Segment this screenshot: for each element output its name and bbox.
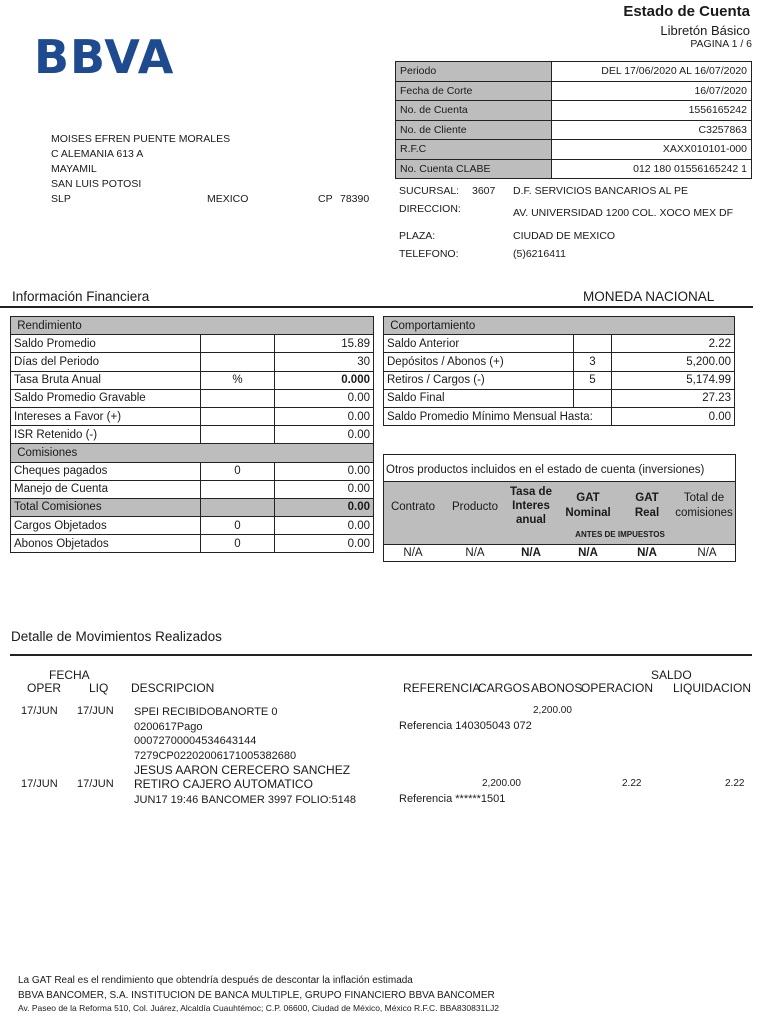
comportamiento-header: Comportamiento bbox=[384, 317, 735, 335]
info-row bbox=[396, 62, 752, 82]
footer-bank-name: BBVA BANCOMER, S.A. INSTITUCION DE BANCA MULTIPLE, GRUPO FINANCIERO BBVA BANCOMER bbox=[18, 990, 495, 1001]
val-producto: N/A bbox=[465, 547, 485, 559]
bbva-logo: BBVA bbox=[34, 30, 175, 84]
val-contrato: N/A bbox=[403, 547, 423, 559]
mov2-saldo-operacion: 2.22 bbox=[622, 778, 642, 789]
col-liquidacion: LIQUIDACION bbox=[673, 681, 752, 695]
info-label: Periodo bbox=[396, 62, 552, 82]
fin-row: Días del Periodo 30 bbox=[11, 353, 374, 371]
customer-name: MOISES EFREN PUENTE MORALES bbox=[51, 133, 231, 145]
mov2-saldo-liquidacion: 2.22 bbox=[725, 778, 745, 789]
sucursal-number: 3607 bbox=[472, 185, 496, 197]
account-type: Libretón Básico bbox=[660, 23, 750, 38]
info-label: Fecha de Corte bbox=[396, 81, 552, 101]
col-abonos: ABONOS bbox=[531, 681, 583, 695]
col-descripcion: DESCRIPCION bbox=[131, 681, 215, 695]
col-tasa: Tasa de Interes anual bbox=[510, 486, 552, 526]
fin-row: Cheques pagados 0 0.00 bbox=[11, 462, 374, 480]
mov1-liq: 17/JUN bbox=[77, 705, 114, 717]
val-total-comisiones: N/A bbox=[697, 547, 717, 559]
col-contrato: Contrato bbox=[390, 501, 436, 513]
mov2-referencia: Referencia ******1501 bbox=[399, 793, 506, 805]
col-oper: OPER bbox=[27, 681, 62, 695]
customer-cp: 78390 bbox=[340, 193, 370, 205]
comisiones-header: Comisiones bbox=[11, 444, 374, 462]
fin-row: Saldo Promedio 15.89 bbox=[11, 335, 374, 353]
fin-row: ISR Retenido (-) 0.00 bbox=[11, 426, 374, 444]
fin-row: Tasa Bruta Anual % 0.000 bbox=[11, 371, 374, 389]
fin-row: Intereses a Favor (+) 0.00 bbox=[11, 407, 374, 425]
plaza-label: PLAZA: bbox=[399, 230, 436, 242]
customer-state: SLP bbox=[51, 193, 71, 205]
mov1-referencia: Referencia 140305043 072 bbox=[399, 720, 532, 732]
direccion-value: AV. UNIVERSIDAD 1200 COL. XOCO MEX DF bbox=[513, 207, 733, 219]
fin-row: Depósitos / Abonos (+) 3 5,200.00 bbox=[384, 353, 735, 371]
mov2-cargo: 2,200.00 bbox=[482, 778, 521, 789]
info-value: C3257863 bbox=[552, 120, 752, 140]
fin-row: Saldo Final 27.23 bbox=[384, 389, 735, 407]
col-fecha: FECHA bbox=[49, 668, 90, 682]
statement-title: Estado de Cuenta bbox=[623, 3, 750, 20]
account-info-table bbox=[395, 61, 752, 179]
fin-row: Abonos Objetados 0 0.00 bbox=[11, 535, 374, 553]
info-label: No. Cuenta CLABE bbox=[396, 159, 552, 179]
info-value: 16/07/2020 bbox=[552, 81, 752, 101]
financial-info-title: Información Financiera bbox=[12, 289, 150, 304]
info-row bbox=[396, 101, 752, 121]
info-value: XAXX010101-000 bbox=[552, 140, 752, 160]
val-tasa: N/A bbox=[521, 547, 541, 559]
fin-row: Manejo de Cuenta 0.00 bbox=[11, 480, 374, 498]
info-value: DEL 17/06/2020 AL 16/07/2020 bbox=[552, 62, 752, 82]
info-label: No. de Cliente bbox=[396, 120, 552, 140]
col-gat-nominal: GAT Nominal bbox=[565, 492, 611, 519]
info-value: 1556165242 bbox=[552, 101, 752, 121]
otros-productos-box bbox=[383, 454, 736, 562]
customer-address bbox=[51, 132, 230, 192]
info-row bbox=[396, 120, 752, 140]
val-gat-nominal: N/A bbox=[578, 547, 598, 559]
page-indicator: PAGINA 1 / 6 bbox=[690, 38, 752, 50]
total-comisiones-row: Total Comisiones 0.00 bbox=[11, 498, 374, 516]
mov1-description: SPEI RECIBIDOBANORTE 0 0200617Pago 00072700004534643144 7279CP02202006171005382680 JESUS AARON CERECERO SANCHEZ bbox=[134, 706, 351, 777]
telefono-value: (5)6216411 bbox=[513, 248, 566, 260]
customer-colony: MAYAMIL bbox=[51, 163, 97, 175]
val-gat-real: N/A bbox=[637, 547, 657, 559]
info-value: 012 180 01556165242 1 bbox=[552, 159, 752, 179]
plaza-value: CIUDAD DE MEXICO bbox=[513, 230, 616, 242]
fin-row: Cargos Objetados 0 0.00 bbox=[11, 517, 374, 535]
col-total-comisiones: Total de comisiones bbox=[675, 492, 733, 519]
mov2-oper: 17/JUN bbox=[21, 778, 58, 790]
info-row bbox=[396, 81, 752, 101]
section-divider bbox=[0, 306, 753, 308]
info-row bbox=[396, 159, 752, 179]
mov2-liq: 17/JUN bbox=[77, 778, 114, 790]
col-gat-real: GAT Real bbox=[634, 492, 660, 519]
col-operacion: OPERACION bbox=[581, 681, 654, 695]
sucursal-label: SUCURSAL: bbox=[399, 185, 460, 197]
currency-label: MONEDA NACIONAL bbox=[583, 289, 715, 304]
mov1-oper: 17/JUN bbox=[21, 705, 58, 717]
movements-title: Detalle de Movimientos Realizados bbox=[11, 629, 222, 644]
col-saldo: SALDO bbox=[651, 668, 692, 682]
rendimiento-header: Rendimiento bbox=[11, 317, 374, 335]
rendimiento-table bbox=[10, 316, 374, 553]
col-referencia: REFERENCIA bbox=[403, 681, 481, 695]
mov1-abono: 2,200.00 bbox=[533, 705, 572, 716]
direccion-label: DIRECCION: bbox=[399, 203, 461, 215]
fin-row: Saldo Promedio Gravable 0.00 bbox=[11, 389, 374, 407]
comportamiento-table bbox=[383, 316, 735, 426]
antes-impuestos-note: ANTES DE IMPUESTOS bbox=[575, 530, 665, 539]
customer-cp-label: CP bbox=[318, 193, 333, 205]
footer-gat-note: La GAT Real es el rendimiento que obtendría después de descontar la inflación estimada bbox=[18, 975, 413, 986]
customer-street: C ALEMANIA 613 A bbox=[51, 148, 144, 160]
col-producto: Producto bbox=[451, 501, 499, 513]
otros-productos-title: Otros productos incluidos en el estado de cuenta (inversiones) bbox=[386, 464, 705, 476]
col-cargos: CARGOS bbox=[478, 681, 531, 695]
telefono-label: TELEFONO: bbox=[399, 248, 459, 260]
movements-divider bbox=[10, 654, 752, 656]
customer-city: SAN LUIS POTOSI bbox=[51, 178, 142, 190]
col-liq: LIQ bbox=[89, 681, 109, 695]
info-label: No. de Cuenta bbox=[396, 101, 552, 121]
fin-row: Saldo Promedio Mínimo Mensual Hasta: 0.00 bbox=[384, 407, 735, 425]
customer-country: MEXICO bbox=[207, 193, 249, 205]
info-row bbox=[396, 140, 752, 160]
sucursal-name: D.F. SERVICIOS BANCARIOS AL PE bbox=[513, 185, 689, 197]
footer-bank-address: Av. Paseo de la Reforma 510, Col. Juárez, Alcaldía Cuauhtémoc; C.P. 06600, Ciudad de México, México R.F.C. BBA830831LJ2 bbox=[18, 1003, 499, 1013]
mov2-description: RETIRO CAJERO AUTOMATICO JUN17 19:46 BANCOMER 3997 FOLIO:5148 bbox=[134, 777, 356, 806]
info-label: R.F.C bbox=[396, 140, 552, 160]
fin-row: Saldo Anterior 2.22 bbox=[384, 335, 735, 353]
fin-row: Retiros / Cargos (-) 5 5,174.99 bbox=[384, 371, 735, 389]
